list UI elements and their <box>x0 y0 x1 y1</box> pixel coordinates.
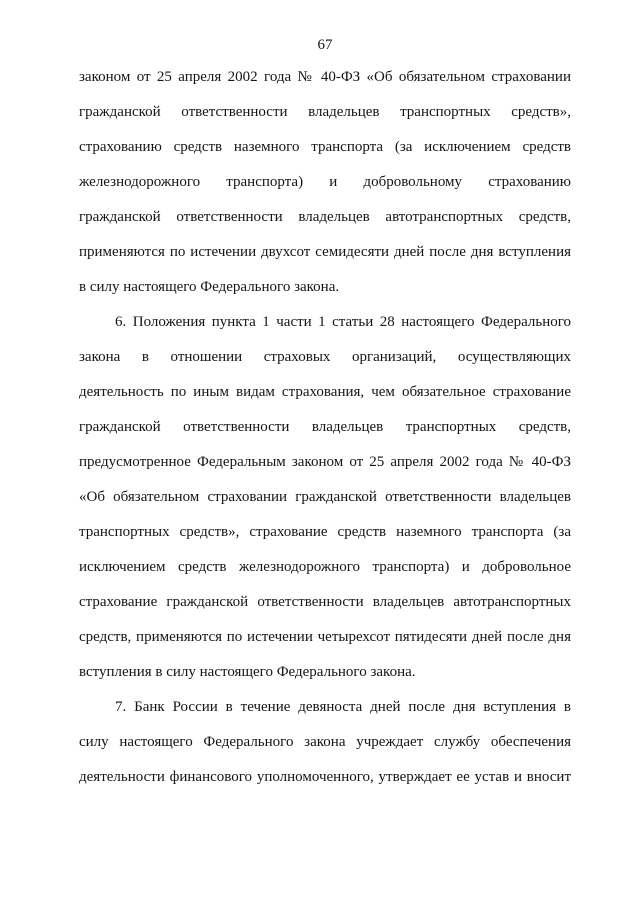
text-line-paragraph-start: 7. Банк России в течение девяноста дней после дня вступления в <box>115 699 571 715</box>
text-line: страхованию средств наземного транспорта (за исключением средств <box>79 139 571 155</box>
text-line-paragraph-end: вступления в силу настоящего Федерального закона. <box>79 664 416 680</box>
text-line: средств, применяются по истечении четырехсот пятидесяти дней после дня <box>79 629 571 645</box>
text-line: деятельности финансового уполномоченного, утверждает ее устав и вносит <box>79 769 571 785</box>
text-line: законом от 25 апреля 2002 года № 40-ФЗ «Об обязательном страховании <box>79 69 571 85</box>
text-line: «Об обязательном страховании гражданской ответственности владельцев <box>79 489 571 505</box>
text-line: транспортных средств», страхование средств наземного транспорта (за <box>79 524 571 540</box>
text-line: страхование гражданской ответственности владельцев автотранспортных <box>79 594 571 610</box>
text-line: железнодорожного транспорта) и добровольному страхованию <box>79 174 571 190</box>
text-line: закона в отношении страховых организаций, осуществляющих <box>79 349 571 365</box>
text-line: исключением средств железнодорожного транспорта) и добровольное <box>79 559 571 575</box>
text-line: деятельность по иным видам страхования, чем обязательное страхование <box>79 384 571 400</box>
document-body <box>79 60 571 795</box>
text-line: силу настоящего Федерального закона учреждает службу обеспечения <box>79 734 571 750</box>
text-line-paragraph-end: в силу настоящего Федерального закона. <box>79 279 340 295</box>
text-line: гражданской ответственности владельцев автотранспортных средств, <box>79 209 571 225</box>
text-line: гражданской ответственности владельцев транспортных средств, <box>79 419 571 435</box>
text-line-paragraph-start: 6. Положения пункта 1 части 1 статьи 28 настоящего Федерального <box>115 314 571 330</box>
text-line: применяются по истечении двухсот семидесяти дней после дня вступления <box>79 244 571 260</box>
text-line: предусмотренное Федеральным законом от 25 апреля 2002 года № 40-ФЗ <box>79 454 571 470</box>
text-line: гражданской ответственности владельцев транспортных средств», <box>79 104 571 120</box>
page-number: 67 <box>317 37 333 53</box>
